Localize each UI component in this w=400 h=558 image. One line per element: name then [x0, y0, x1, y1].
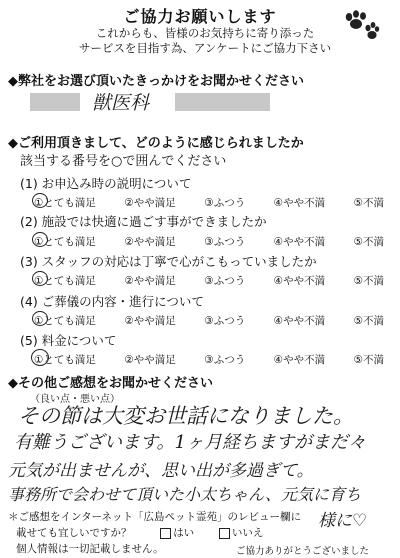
thanks-text: ご協力ありがとうございました: [236, 546, 370, 557]
question-2-options: [34, 234, 384, 249]
intro-line-1: これからも、皆様のお気持ちに寄り添った: [95, 26, 315, 40]
question-1-options: [34, 195, 384, 210]
yes-label: はい: [173, 527, 195, 539]
redaction-block-right: [175, 93, 270, 111]
question-1-label: (1) お申込み時の説明について: [20, 176, 192, 191]
selection-circle: [31, 349, 49, 366]
option[interactable]: ⑤不満: [353, 275, 384, 287]
question-3-label: (3) スタッフの対応は丁寧で心がこもっていましたか: [20, 254, 317, 269]
option[interactable]: ④やや不満: [273, 236, 326, 248]
question-3-options: [34, 273, 384, 288]
option[interactable]: ②やや満足: [124, 315, 176, 327]
section2-heading: ◆ご利用頂きまして、どのように感じられましたか: [8, 136, 304, 151]
question-2-label: (2) 施設では快適に過ごす事ができましたか: [20, 214, 267, 229]
footer-line-2: [16, 525, 263, 540]
selection-circle: [32, 271, 48, 286]
option[interactable]: ③ふつう: [204, 197, 246, 209]
question-4-label: (4) ご葬儀の内容・進行について: [20, 294, 204, 309]
redaction-block-left: [30, 93, 80, 111]
option[interactable]: ④やや不満: [273, 197, 326, 209]
section3-heading: ◆その他ご感想をお聞かせください: [8, 376, 213, 391]
option[interactable]: ⑤不満: [353, 197, 384, 209]
option[interactable]: ③ふつう: [204, 236, 246, 248]
option[interactable]: ④やや不満: [273, 315, 326, 327]
handwritten-line-4: 事務所で会わせて頂いた小太ちゃん、元気に育ち: [8, 485, 361, 504]
option[interactable]: ②やや満足: [124, 275, 176, 287]
option[interactable]: ③ふつう: [204, 315, 246, 327]
option[interactable]: ②やや満足: [124, 236, 176, 248]
option[interactable]: ④やや不満: [273, 354, 326, 366]
selection-circle: [32, 232, 48, 247]
handwritten-line-2: 有難うございます。1ヶ月経ちますがまだ々: [14, 432, 367, 453]
option[interactable]: ⑤不満: [353, 354, 384, 366]
question-5-options: [34, 352, 384, 367]
handwritten-line-3: 元気が出ませんが、思い出が多過ぎて。: [8, 461, 314, 481]
option[interactable]: ①とても満足: [34, 275, 96, 287]
question-5-label: (5) 料金について: [20, 333, 117, 348]
no-checkbox[interactable]: [219, 528, 230, 539]
option[interactable]: ①とても満足: [34, 315, 96, 327]
section3-subheading: （良い点・悪い点）: [30, 394, 120, 405]
option[interactable]: ④やや不満: [273, 275, 326, 287]
handwritten-line-5: 様に♡: [318, 511, 368, 531]
footer-question: 載せても宜しいですか？: [16, 527, 132, 539]
intro-line-2: サービスを目指す為、アンケートにご協力下さい: [78, 41, 332, 55]
option[interactable]: ①とても満足: [34, 197, 96, 209]
yes-checkbox[interactable]: [160, 528, 171, 539]
footer-line-3: 個人情報は一切記載しません。: [16, 543, 164, 555]
option[interactable]: ③ふつう: [204, 275, 246, 287]
option[interactable]: ②やや満足: [124, 354, 176, 366]
section2-instruction: 該当する番号を○で囲んでください: [20, 154, 227, 169]
selection-circle: [32, 311, 48, 326]
option[interactable]: ①とても満足: [34, 236, 96, 248]
page-title: ご協力お願いします: [123, 7, 277, 26]
question-4-options: [34, 313, 384, 328]
section1-heading: ◆弊社をお選び頂いたきっかけをお聞かせください: [8, 74, 304, 89]
option[interactable]: ①とても満足: [34, 354, 96, 366]
section1-answer: 獣医科: [92, 92, 150, 114]
no-label: いいえ: [231, 527, 264, 539]
option[interactable]: ⑤不満: [353, 236, 384, 248]
selection-circle: [32, 193, 48, 208]
option[interactable]: ⑤不満: [353, 315, 384, 327]
option[interactable]: ③ふつう: [204, 354, 246, 366]
footer-line-1: ＊ご感想をインターネット「広島ペット霊苑」のレビュー欄に: [8, 511, 302, 523]
handwritten-line-1: その節は大変お世話になりました。: [18, 404, 354, 428]
intro-text: [60, 26, 350, 56]
option[interactable]: ②やや満足: [124, 197, 176, 209]
